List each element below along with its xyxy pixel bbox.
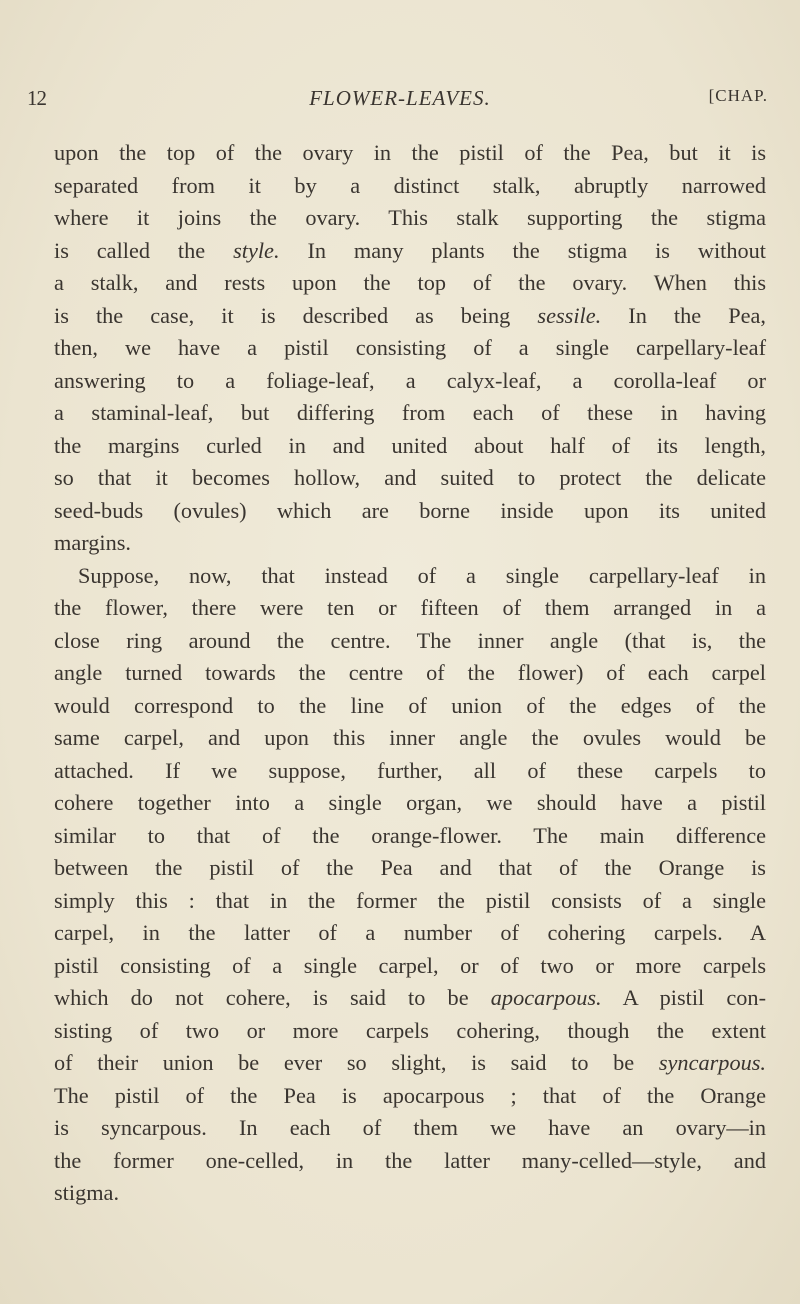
text-segment: A pistil con- [601, 985, 766, 1010]
text-segment: Suppose, now, that instead of a single carpellary-leaf in [78, 562, 766, 588]
text-segment: margins. [54, 530, 132, 555]
text-segment: same carpel, and upon this inner angle the ovules would be [54, 725, 766, 750]
text-line [54, 202, 766, 235]
text-line [54, 625, 766, 658]
text-line [54, 365, 766, 398]
text-line [54, 1177, 766, 1210]
text-segment: of their union be ever so slight, is said to be [54, 1050, 659, 1075]
text-segment: a stalk, and rests upon the top of the ovary. When this [54, 270, 766, 295]
text-line [54, 267, 766, 300]
text-segment: where it joins the ovary. This stalk supporting the stigma [54, 205, 766, 230]
text-line [54, 137, 766, 170]
page-header [0, 86, 800, 116]
text-segment: carpel, in the latter of a number of cohering carpels. A [54, 920, 766, 945]
body-text [54, 137, 766, 1210]
text-segment: In the Pea, [601, 302, 766, 328]
text-segment: The pistil of the Pea is apocarpous ; that of the Orange [54, 1082, 766, 1108]
text-line [54, 1145, 766, 1178]
text-segment: is syncarpous. In each of them we have an ovary—in [54, 1115, 766, 1140]
text-segment: a staminal-leaf, but differing from each of these in having [54, 400, 766, 425]
text-segment: angle turned towards the centre of the flower) of each carpel [54, 660, 766, 685]
text-line [54, 852, 766, 885]
text-line [54, 527, 766, 560]
text-line [54, 950, 766, 983]
text-segment: pistil consisting of a single carpel, or of two or more carpels [54, 952, 766, 978]
text-line [54, 462, 766, 495]
text-segment: similar to that of the orange-flower. The main difference [54, 822, 766, 848]
text-segment: cohere together into a single organ, we should have a pistil [54, 790, 766, 815]
text-line [54, 722, 766, 755]
text-line [54, 332, 766, 365]
text-segment: simply this : that in the former the pistil consists of a single [54, 887, 766, 913]
italic-term: syncarpous. [658, 1050, 766, 1075]
text-line [54, 657, 766, 690]
text-line [54, 560, 766, 593]
italic-term: sessile. [537, 302, 602, 328]
text-line [54, 1112, 766, 1145]
text-line [54, 430, 766, 463]
text-segment: the flower, there were ten or fifteen of them arranged in a [54, 595, 766, 620]
text-line [54, 885, 766, 918]
text-line [54, 917, 766, 950]
text-segment: close ring around the centre. The inner angle (that is, the [54, 627, 766, 653]
text-segment: answering to a foliage-leaf, a calyx-leaf, a corolla-leaf or [54, 367, 766, 393]
text-segment: attached. If we suppose, further, all of these carpels to [54, 757, 766, 783]
text-segment: separated from it by a distinct stalk, abruptly narrowed [54, 172, 766, 198]
text-line [54, 300, 766, 333]
text-line [54, 820, 766, 853]
text-line [54, 690, 766, 723]
text-line [54, 170, 766, 203]
text-line [54, 1047, 766, 1080]
italic-term: apocarpous. [490, 985, 602, 1010]
text-line [54, 235, 766, 268]
text-segment: In many plants the stigma is without [279, 237, 767, 263]
text-line [54, 397, 766, 430]
text-line [54, 787, 766, 820]
text-line [54, 982, 766, 1015]
chapter-label: [CHAP. [708, 86, 768, 105]
text-segment: stigma. [54, 1180, 120, 1205]
text-segment: seed-buds (ovules) which are borne inside upon its united [54, 497, 766, 523]
page-number: 12 [27, 86, 46, 110]
text-segment: is called the [54, 237, 234, 263]
text-segment: which do not cohere, is said to be [54, 985, 491, 1010]
text-segment: upon the top of the ovary in the pistil of the Pea, but it is [54, 140, 766, 165]
text-segment: sisting of two or more carpels cohering, though the extent [54, 1017, 766, 1043]
text-segment: the margins curled in and united about half of its length, [54, 432, 766, 458]
text-line [54, 1080, 766, 1113]
running-title: FLOWER-LEAVES. [309, 86, 491, 110]
text-segment: the former one-celled, in the latter many-celled—style, and [54, 1147, 766, 1173]
text-line [54, 495, 766, 528]
text-segment: is the case, it is described as being [54, 302, 538, 328]
text-line [54, 1015, 766, 1048]
text-segment: would correspond to the line of union of the edges of the [54, 692, 766, 718]
text-line [54, 755, 766, 788]
text-segment: between the pistil of the Pea and that of the Orange is [54, 855, 766, 880]
text-segment: then, we have a pistil consisting of a single carpellary-leaf [54, 335, 766, 360]
text-segment: so that it becomes hollow, and suited to protect the delicate [54, 465, 766, 490]
text-line [54, 592, 766, 625]
italic-term: style. [233, 237, 280, 263]
